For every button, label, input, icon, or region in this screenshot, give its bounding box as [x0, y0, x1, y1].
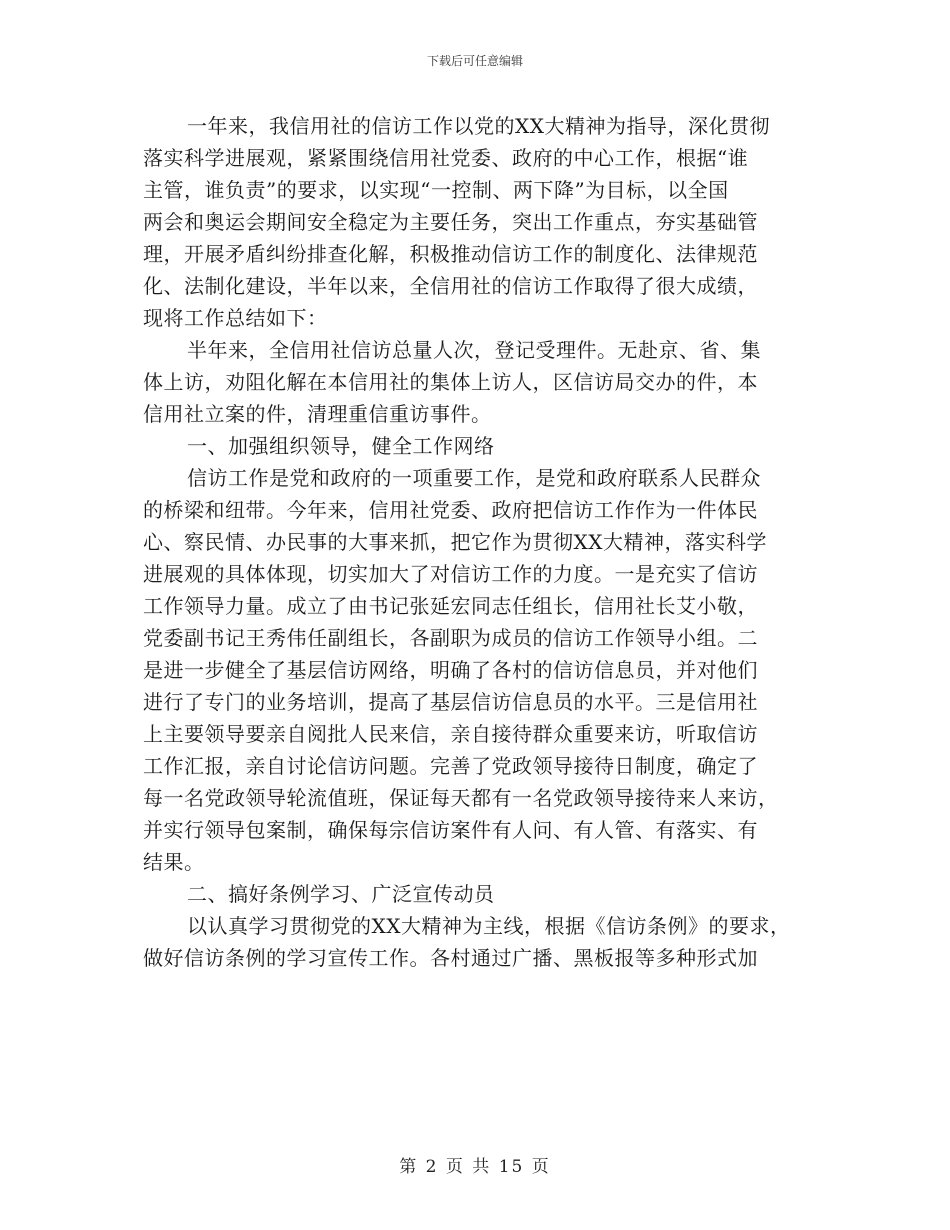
text-line: 工作领导力量。成立了由书记张延宏同志任组长，信用社长艾小敬， — [143, 594, 758, 618]
text-line: 上主要领导要亲自阅批人民来信，亲自接待群众重要来访，听取信访 — [143, 722, 758, 746]
text-line: 工作汇报，亲自讨论信访问题。完善了党政领导接待日制度，确定了 — [143, 754, 758, 778]
text-line: 一、加强组织领导，健全工作网络 — [187, 434, 495, 458]
text-line: 结果。 — [143, 850, 205, 874]
text-line: 主管，谁负责”的要求，以实现“一控制、两下降”为目标，以全国 — [143, 178, 729, 202]
text-line: 进展观的具体体现，切实加大了对信访工作的力度。一是充实了信访 — [143, 562, 758, 586]
text-line: 落实科学进展观，紧紧围绕信用社党委、政府的中心工作，根据“谁 — [143, 146, 749, 170]
text-line: 半年来，全信用社信访总量人次，登记受理件。无赴京、省、集 — [187, 338, 761, 362]
text-line: 理，开展矛盾纠纷排查化解，积极推动信访工作的制度化、法律规范 — [143, 242, 758, 266]
text-line: 信用社立案的件，清理重信重访事件。 — [143, 402, 492, 426]
text-line: 现将工作总结如下： — [143, 306, 328, 330]
text-line: 进行了专门的业务培训，提高了基层信访信息员的水平。三是信用社 — [143, 690, 758, 714]
page-footer: 第 2 页 共 15 页 — [399, 1157, 551, 1177]
page-header: 下载后可任意编辑 — [426, 54, 523, 68]
text-line: 心、察民情、办民事的大事来抓，把它作为贯彻XX大精神，落实科学 — [143, 530, 767, 554]
text-line: 体上访，劝阻化解在本信用社的集体上访人，区信访局交办的件，本 — [143, 370, 758, 394]
text-line: 一年来，我信用社的信访工作以党的XX大精神为指导，深化贯彻 — [187, 114, 770, 138]
text-line: 做好信访条例的学习宣传工作。各村通过广播、黑板报等多种形式加 — [143, 946, 758, 970]
text-line: 并实行领导包案制，确保每宗信访案件有人问、有人管、有落实、有 — [143, 818, 758, 842]
text-line: 每一名党政领导轮流值班，保证每天都有一名党政领导接待来人来访， — [143, 786, 779, 810]
text-line: 以认真学习贯彻党的XX大精神为主线，根据《信访条例》的要求， — [187, 914, 791, 938]
text-line: 是进一步健全了基层信访网络，明确了各村的信访信息员，并对他们 — [143, 658, 758, 682]
text-line: 信访工作是党和政府的一项重要工作，是党和政府联系人民群众 — [187, 466, 761, 490]
document-body — [143, 110, 808, 974]
text-line: 二、搞好条例学习、广泛宣传动员 — [187, 882, 495, 906]
text-line: 的桥梁和纽带。今年来，信用社党委、政府把信访工作作为一件体民 — [143, 498, 758, 522]
text-line: 两会和奥运会期间安全稳定为主要任务，突出工作重点，夯实基础管 — [143, 210, 758, 234]
text-line: 党委副书记王秀伟任副组长，各副职为成员的信访工作领导小组。二 — [143, 626, 758, 650]
text-line: 化、法制化建设，半年以来，全信用社的信访工作取得了很大成绩， — [143, 274, 758, 298]
